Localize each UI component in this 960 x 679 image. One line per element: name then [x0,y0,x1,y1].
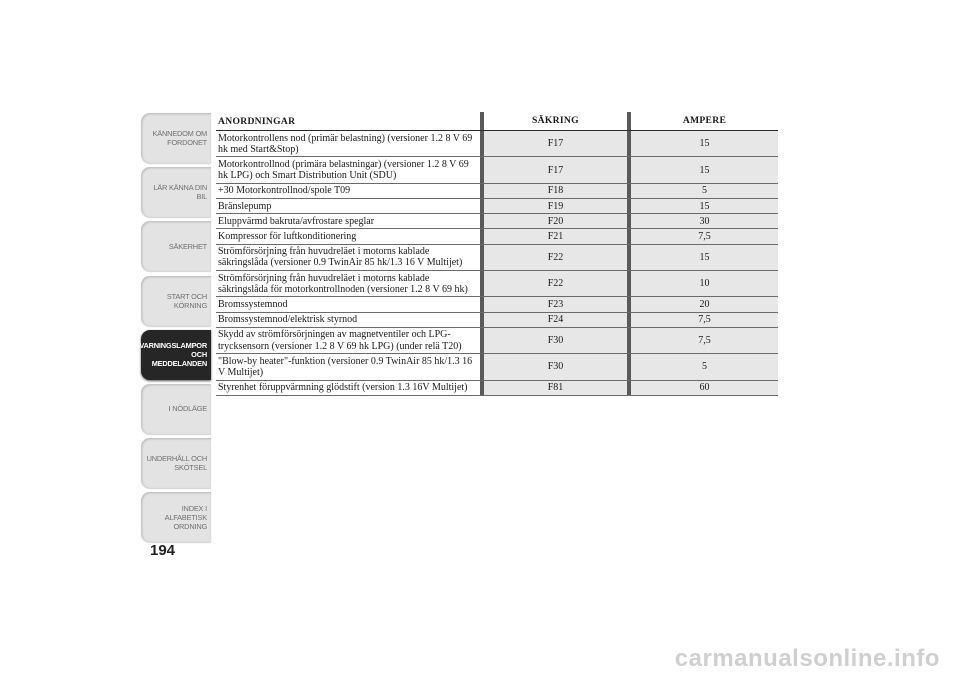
cell-ampere: 5 [631,354,778,379]
cell-ampere: 60 [631,381,778,395]
table-body [216,131,778,396]
table-row [216,245,778,271]
cell-ampere: 15 [631,199,778,213]
table-row [216,328,778,354]
table-row [216,157,778,183]
tab-varningslampor-och-meddelanden[interactable]: VARNINGSLAMPOR OCH MEDDELANDEN [141,330,211,380]
header-device: ANORDNINGAR [218,115,296,127]
table-row [216,214,778,229]
cell-device: Strömförsörjning från huvudreläet i motorns kablade säkringslåda för motorkontrollnoden (versioner 1.2 8 V 69 hk) [218,272,468,295]
table-row [216,199,778,214]
cell-device: Skydd av strömförsörjningen av magnetventiler och LPG-trycksensorn (versioner 1.2 8 V 69 hk LPG) (under relä T20) [218,329,462,352]
cell-fuse: F18 [480,184,631,198]
watermark: carmanualsonline.info [674,645,940,672]
cell-fuse: F20 [480,214,631,228]
table-row [216,271,778,297]
cell-ampere: 7,5 [631,229,778,243]
cell-fuse: F22 [480,245,631,270]
cell-ampere: 7,5 [631,328,778,353]
cell-device: Strömförsörjning från huvudreläet i motorns kablade säkringslåda (versioner 0.9 TwinAir 85 hk/1.3 16 V Multijet) [218,246,463,269]
tab-start-och-korning[interactable]: START OCH KÖRNING [141,276,211,326]
cell-device: Eluppvärmd bakruta/avfrostare speglar [218,215,375,227]
tab-lar-kanna-din-bil[interactable]: LÄR KÄNNA DIN BIL [141,167,211,217]
cell-fuse: F17 [480,131,631,156]
chapter-tabs [141,113,211,547]
cell-ampere: 5 [631,184,778,198]
cell-device: Bränslepump [218,200,272,212]
cell-fuse: F19 [480,199,631,213]
table-header [216,112,778,131]
cell-device: +30 Motorkontrollnod/spole T09 [218,185,351,197]
cell-device: Motorkontrollnod (primära belastningar) (versioner 1.2 8 V 69 hk LPG) och Smart Distribution Unit (SDU) [218,158,469,182]
tab-i-nodlage[interactable]: I NÖDLÄGE [141,384,211,434]
cell-ampere: 15 [631,245,778,270]
cell-device: Motorkontrollens nod (primär belastning) (versioner 1.2 8 V 69 hk med Start&Stop) [218,132,473,155]
cell-ampere: 20 [631,297,778,311]
cell-fuse: F23 [480,297,631,311]
table-row [216,184,778,199]
cell-fuse: F30 [480,328,631,353]
cell-device: "Blow-by heater"-funktion (versioner 0.9 TwinAir 85 hk/1.3 16 V Multijet) [218,355,473,378]
table-row [216,313,778,328]
table-row [216,354,778,380]
fuse-table [216,112,778,396]
cell-ampere: 15 [631,157,778,182]
cell-fuse: F30 [480,354,631,379]
tab-index-i-alfabetisk-ordning[interactable]: INDEX I ALFABETISK ORDNING [141,492,211,542]
tab-sakerhet[interactable]: SÄKERHET [141,221,211,271]
cell-ampere: 30 [631,214,778,228]
cell-device: Styrenhet föruppvärmning glödstift (version 1.3 16V Multijet) [218,382,468,394]
cell-fuse: F81 [480,381,631,395]
cell-device: Bromssystemnod [218,298,288,310]
cell-fuse: F17 [480,157,631,182]
cell-device: Bromssystemnod/elektrisk styrnod [218,314,358,326]
tab-kannedom-om-fordonet[interactable]: KÄNNEDOM OM FORDONET [141,113,211,163]
cell-device: Kompressor för luftkonditionering [218,230,357,242]
table-row [216,229,778,244]
page-number: 194 [150,542,176,559]
cell-fuse: F21 [480,229,631,243]
cell-ampere: 15 [631,131,778,156]
header-fuse: SÄKRING [480,112,631,130]
tab-underhall-och-skotsel[interactable]: UNDERHÅLL OCH SKÖTSEL [141,438,211,488]
table-row [216,381,778,396]
header-ampere: AMPERE [682,115,727,126]
table-row [216,297,778,312]
cell-fuse: F24 [480,313,631,327]
cell-ampere: 7,5 [631,313,778,327]
table-row [216,131,778,157]
cell-fuse: F22 [480,271,631,296]
cell-ampere: 10 [631,271,778,296]
